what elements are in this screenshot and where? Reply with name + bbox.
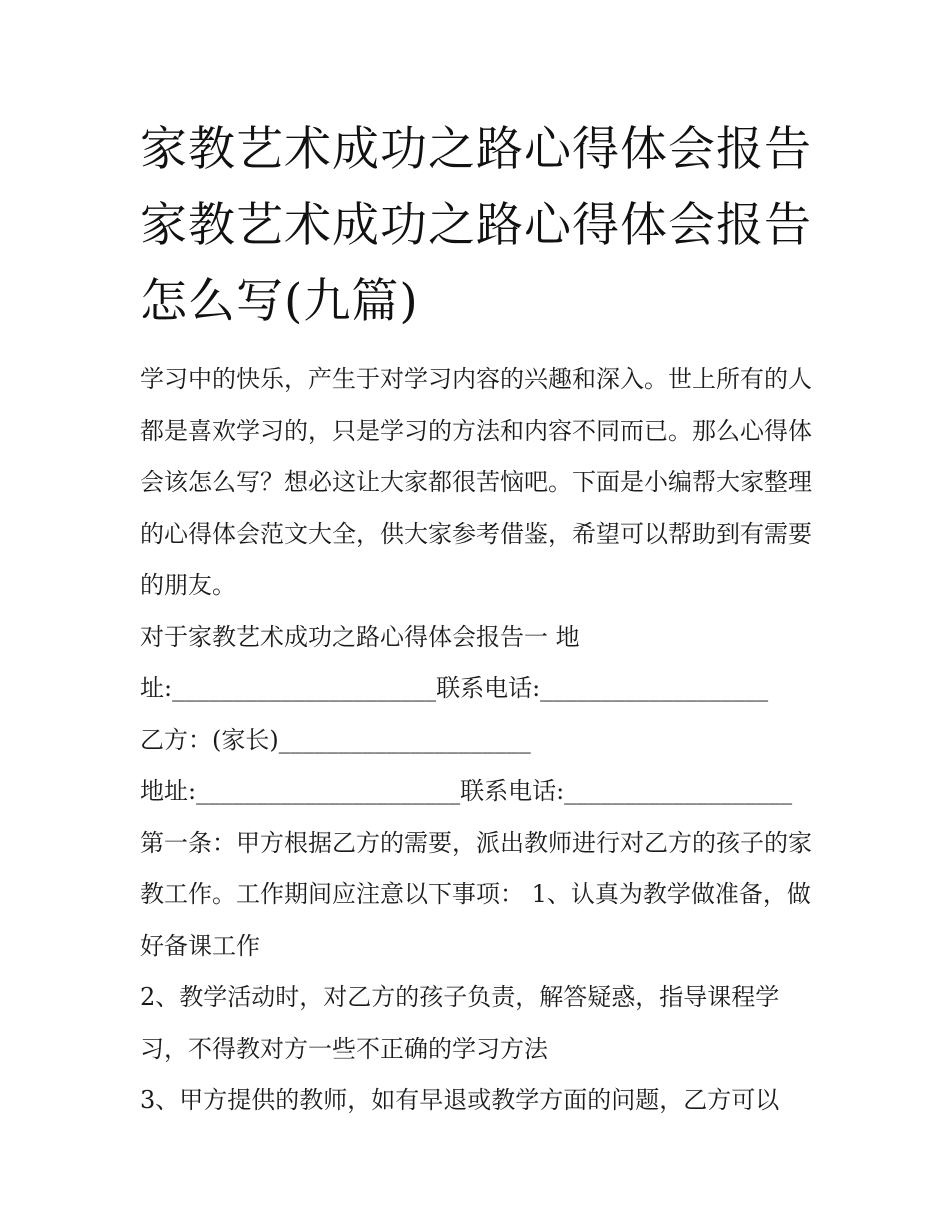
intro-paragraph: 学习中的快乐，产生于对学习内容的兴趣和深入。世上所有的人都是喜欢学习的，只是学习的方法和内容不同而已。那么心得体会该怎么写？想必这让大家都很苦恼吧。下面是小编帮大家整理的心得体会范文大全，供大家参考借鉴，希望可以帮助到有需要的朋友。: [140, 365, 812, 599]
article-one-paragraph: 第一条：甲方根据乙方的需要，派出教师进行对乙方的孩子的家教工作。工作期间应注意以下事项： 1、认真为教学做准备，做好备课工作: [140, 828, 812, 960]
address-phone-line-2: 地址:______________________联系电话:___________________: [140, 777, 793, 805]
address-phone-line-1: 址:______________________联系电话:___________________: [140, 674, 769, 702]
document-body: [140, 354, 820, 1127]
party-b-line: 乙方：(家长)_____________________: [140, 725, 531, 754]
list-item-3: 3、甲方提供的教师，如有早退或教学方面的问题，乙方可以: [140, 1086, 780, 1114]
list-item-2: 2、教学活动时，对乙方的孩子负责，解答疑惑，指导课程学习，不得教对方一些不正确的学习方法: [140, 983, 780, 1063]
section-heading: 对于家教艺术成功之路心得体会报告一 地: [140, 622, 580, 651]
document-title: 家教艺术成功之路心得体会报告 家教艺术成功之路心得体会报告怎么写(九篇): [140, 122, 812, 329]
